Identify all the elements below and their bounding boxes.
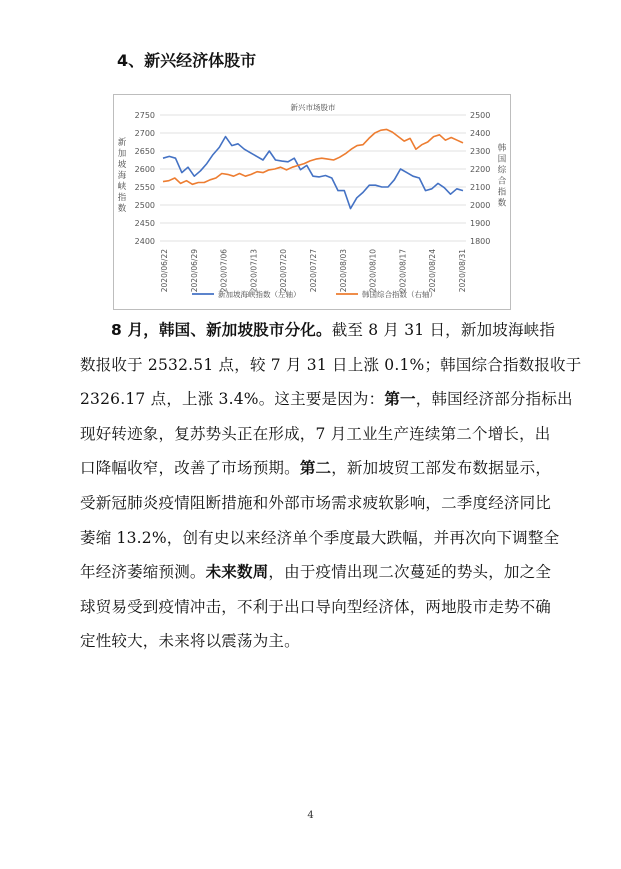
- paragraph-text: 球贸易受到疫情冲击，不利于出口导向型经济体，两地股市走势不确: [80, 597, 552, 616]
- paragraph-line: [80, 451, 560, 486]
- x-tick-label: 2020/08/17: [398, 249, 408, 293]
- right-tick-label: 2200: [470, 165, 491, 174]
- paragraph-text: ，由于疫情出现二次蔓延的势头，加之全: [268, 563, 552, 582]
- x-tick-label: 2020/07/13: [249, 249, 259, 293]
- emphasis-text: 8 月，韩国、新加坡股市分化。: [111, 321, 332, 339]
- right-axis-label: 韩国综合指数: [497, 143, 507, 209]
- paragraph-line: [80, 348, 582, 383]
- paragraph-line: [80, 521, 560, 556]
- paragraph-line: [80, 590, 560, 625]
- emphasis-text: 未来数周: [205, 563, 269, 582]
- x-tick-label: 2020/07/27: [309, 249, 318, 293]
- x-tick-label: 2020/08/10: [368, 249, 378, 293]
- right-tick-label: 2100: [470, 183, 491, 192]
- left-tick-label: 2700: [134, 129, 155, 138]
- legend-label: 韩国综合指数（右轴）: [362, 290, 437, 299]
- emphasis-text: 第一: [384, 390, 416, 409]
- paragraph-line: [80, 486, 560, 521]
- paragraph-text: 2326.17 点，上涨 3.4%。这主要是因为：: [80, 390, 385, 409]
- left-tick-label: 2600: [134, 165, 155, 174]
- paragraph-text: 口降幅收窄，改善了市场预期。: [80, 459, 300, 478]
- x-tick-label: 2020/08/31: [458, 249, 467, 293]
- right-tick-label: 2400: [470, 129, 491, 138]
- body-paragraph: [80, 313, 582, 659]
- paragraph-text: 萎缩 13.2%，创有史以来经济单个季度最大跌幅，并再次向下调整全: [80, 528, 560, 547]
- page-number: 4: [307, 810, 314, 821]
- emerging-markets-chart: [113, 94, 511, 310]
- right-tick-label: 2000: [470, 201, 491, 210]
- paragraph-line: [80, 313, 560, 348]
- paragraph-text: 截至 8 月 31 日，新加坡海峡指: [331, 321, 556, 339]
- paragraph-text: 受新冠肺炎疫情阻断措施和外部市场需求疲软影响，二季度经济同比: [80, 493, 552, 512]
- right-tick-label: 1900: [470, 219, 491, 228]
- paragraph-line: [80, 555, 560, 590]
- paragraph-text: ，新加坡贸工部发布数据显示，: [331, 459, 552, 478]
- paragraph-text: 年经济萎缩预测。: [80, 563, 206, 582]
- x-tick-label: 2020/08/24: [428, 249, 438, 293]
- left-tick-label: 2500: [134, 201, 155, 210]
- paragraph-line: [80, 382, 573, 417]
- paragraph-text: 定性较大，未来将以震荡为主。: [80, 632, 300, 651]
- left-tick-label: 2650: [134, 147, 155, 156]
- right-tick-label: 1800: [470, 237, 491, 246]
- paragraph-text: 现好转迹象，复苏势头正在形成，7 月工业生产连续第二个增长，出: [80, 424, 551, 443]
- section-heading: 4、新兴经济体股市: [117, 51, 257, 70]
- x-tick-label: 2020/06/29: [189, 249, 199, 293]
- x-tick-label: 2020/07/06: [219, 249, 229, 293]
- right-tick-label: 2300: [470, 147, 491, 156]
- left-tick-label: 2450: [134, 219, 155, 228]
- paragraph-text: 数报收于 2532.51 点，较 7 月 31 日上涨 0.1%；韩国综合指数报收于: [80, 355, 582, 374]
- left-tick-label: 2550: [134, 183, 155, 192]
- paragraph-line: [80, 624, 560, 659]
- chart-title: 新兴市场股市: [290, 103, 336, 112]
- chart-svg: [114, 95, 510, 309]
- paragraph-text: ，韩国经济部分指标出: [415, 390, 573, 409]
- right-tick-label: 2500: [470, 111, 491, 120]
- x-tick-label: 2020/08/03: [338, 248, 348, 293]
- x-tick-label: 2020/06/22: [160, 249, 169, 293]
- left-axis-label: 新加坡海峡指数: [117, 138, 127, 214]
- x-tick-label: 2020/07/20: [279, 249, 289, 293]
- legend-label: 新加坡海峡指数（左轴）: [218, 290, 301, 299]
- left-tick-label: 2750: [134, 111, 155, 120]
- emphasis-text: 第二: [299, 459, 332, 478]
- paragraph-line: [80, 417, 560, 452]
- left-tick-label: 2400: [134, 237, 155, 246]
